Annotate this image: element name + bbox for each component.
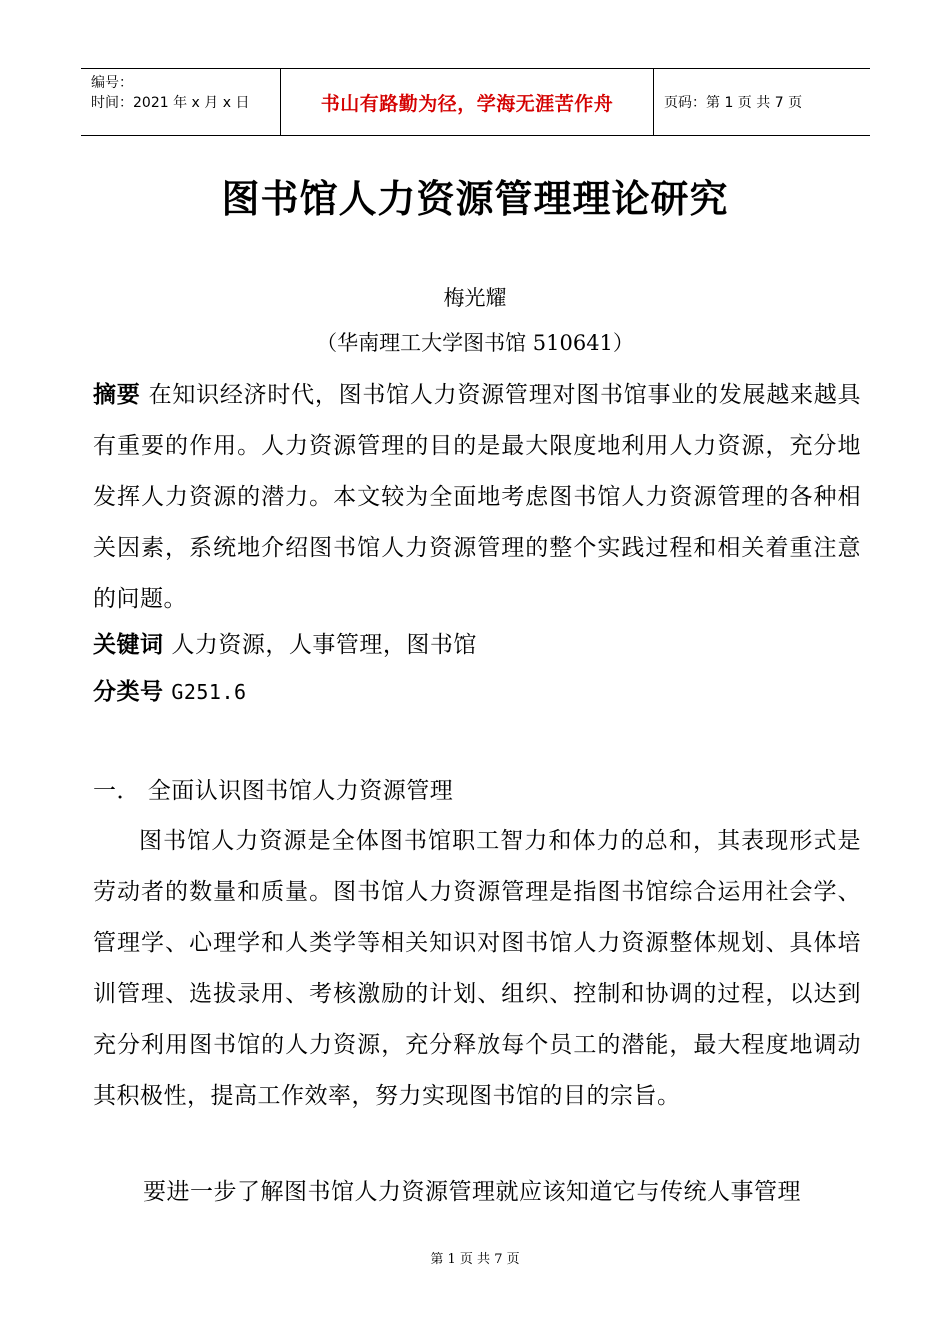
abstract-block <box>93 370 861 625</box>
section-heading: 一． 全面认识图书馆人力资源管理 <box>93 778 454 804</box>
keywords-label: 关键词 <box>93 632 164 658</box>
author-affiliation: （华南理工大学图书馆 510641） <box>316 331 634 355</box>
date-label: 时间：2021 年 x 月 x 日 <box>91 95 250 111</box>
keywords-block <box>93 620 861 671</box>
body-paragraph-continued: 要进一步了解图书馆人力资源管理就应该知道它与传统人事管理 <box>143 1179 801 1205</box>
body-paragraph: 图书馆人力资源是全体图书馆职工智力和体力的总和，其表现形式是劳动者的数量和质量。图书馆人力资源管理是指图书馆综合运用社会学、管理学、心理学和人类学等相关知识对图书馆人力资源整体规划、具体培训管理、选拔录用、考核激励的计划、组织、控制和协调的过程，以达到充分利用图书馆的人力资源，充分释放每个员工的潜能，最大程度地调动其积极性，提高工作效率，努力实现图书馆的目的宗旨。 <box>93 828 861 1109</box>
header-table <box>81 68 870 136</box>
number-label: 编号： <box>91 75 133 91</box>
author-name: 梅光耀 <box>443 286 507 310</box>
classification-block <box>93 667 861 718</box>
document-title: 图书馆人力资源管理理论研究 <box>221 177 729 221</box>
page-footer: 第 1 页 共 7 页 <box>430 1252 520 1267</box>
keywords-text: 人力资源，人事管理，图书馆 <box>171 632 477 658</box>
classification-text: G251.6 <box>171 680 247 704</box>
header-motto: 书山有路勤为径，学海无涯苦作舟 <box>281 69 654 135</box>
abstract-text: 在知识经济时代，图书馆人力资源管理对图书馆事业的发展越来越具有重要的作用。人力资源管理的目的是最大限度地利用人力资源，充分地发挥人力资源的潜力。本文较为全面地考虑图书馆人力资源管理的各种相关因素，系统地介绍图书馆人力资源管理的整个实践过程和相关着重注意的问题。 <box>93 382 862 612</box>
header-page-info: 页码：第 1 页 共 7 页 <box>664 95 803 111</box>
classification-label: 分类号 <box>93 679 164 705</box>
header-meta <box>81 69 281 135</box>
abstract-label: 摘要 <box>93 382 141 408</box>
